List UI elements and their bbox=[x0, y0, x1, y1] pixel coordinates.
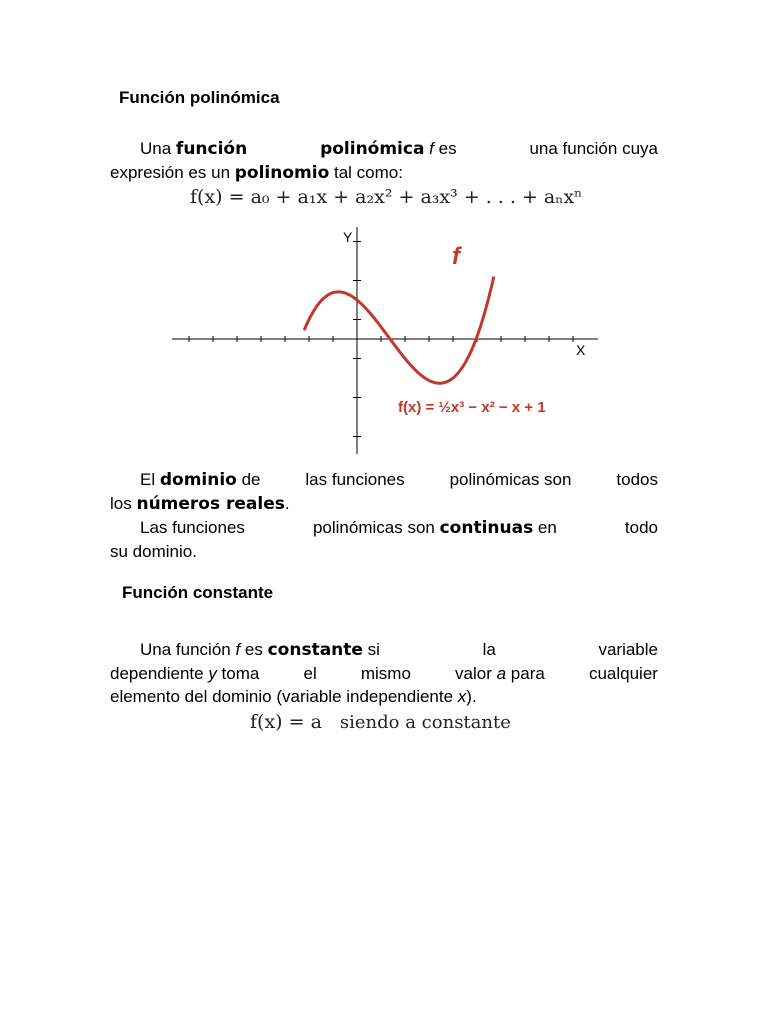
continuity-line-2 bbox=[110, 540, 658, 563]
intro-text: es bbox=[433, 139, 457, 158]
constant-text: la bbox=[482, 640, 496, 659]
domain-text: todos bbox=[616, 470, 658, 489]
bold-term-continuas: continuas bbox=[439, 518, 534, 538]
constant-text: elemento del dominio (variable independiente bbox=[110, 687, 458, 706]
intro-text: expresión es un bbox=[110, 163, 235, 182]
continuity-text: en bbox=[533, 518, 557, 537]
constant-text: el bbox=[303, 664, 317, 683]
y-axis-label: Y bbox=[343, 229, 353, 245]
continuity-line-1 bbox=[110, 516, 658, 540]
intro-line-2 bbox=[110, 161, 658, 185]
heading-funcion-polinomica: Función polinómica bbox=[119, 88, 280, 107]
domain-text: de bbox=[236, 470, 261, 489]
domain-paragraph bbox=[110, 468, 658, 563]
domain-text: las funciones bbox=[305, 470, 405, 489]
italic-a: a bbox=[496, 664, 507, 683]
constant-formula-rhs: siendo a constante bbox=[339, 712, 511, 733]
bold-term-funcion: función bbox=[175, 139, 248, 159]
constant-line-2 bbox=[110, 662, 658, 685]
curve-label-f: f bbox=[452, 243, 460, 270]
constant-line-3 bbox=[110, 685, 658, 708]
constant-line-1 bbox=[110, 638, 658, 662]
curve-f bbox=[304, 277, 494, 384]
continuity-text: Las funciones bbox=[140, 518, 245, 537]
x-axis-label: X bbox=[576, 342, 586, 358]
domain-text: . bbox=[284, 494, 290, 513]
constant-paragraph bbox=[110, 638, 658, 708]
constant-text: toma bbox=[216, 664, 260, 683]
bold-term-dominio: dominio bbox=[159, 470, 237, 490]
domain-text: polinómicas son bbox=[449, 470, 572, 489]
heading-funcion-constante: Función constante bbox=[122, 583, 274, 602]
constant-text: para bbox=[506, 664, 545, 683]
continuity-text: todo bbox=[624, 518, 658, 537]
intro-paragraph bbox=[110, 137, 658, 185]
constant-text: Una función bbox=[140, 640, 236, 659]
constant-text: ). bbox=[466, 687, 477, 706]
curve-formula-label: f(x) = ½x³ − x² − x + 1 bbox=[398, 399, 546, 416]
italic-f: f bbox=[429, 139, 434, 158]
italic-f: f bbox=[235, 640, 241, 659]
constant-text: variable bbox=[598, 640, 658, 659]
constant-text: dependiente bbox=[110, 664, 209, 683]
intro-text: tal como: bbox=[329, 163, 403, 182]
continuity-text: polinómicas son bbox=[312, 518, 440, 537]
constant-text: es bbox=[240, 640, 268, 659]
constant-text: mismo bbox=[360, 664, 411, 683]
intro-text: Una bbox=[140, 139, 176, 158]
continuity-text: su dominio. bbox=[110, 542, 197, 561]
bold-term-polinomica: polinómica bbox=[320, 139, 425, 159]
italic-y: y bbox=[208, 664, 217, 683]
bold-term-polinomio: polinomio bbox=[234, 163, 330, 183]
constant-formula bbox=[250, 711, 511, 733]
bold-term-numeros-reales: números reales bbox=[136, 494, 285, 514]
domain-text: El bbox=[140, 470, 160, 489]
axes bbox=[172, 227, 598, 454]
constant-text: si bbox=[362, 640, 380, 659]
polynomial-graph bbox=[0, 222, 768, 472]
bold-term-constante: constante bbox=[267, 640, 363, 660]
constant-formula-lhs: f(x) = a bbox=[250, 711, 322, 733]
constant-text: cualquier bbox=[588, 664, 658, 683]
domain-text: los bbox=[110, 494, 137, 513]
constant-text: valor bbox=[455, 664, 497, 683]
polynomial-formula: f(x) = a₀ + a₁x + a₂x² + a₃x³ + . . . + aₙxⁿ bbox=[190, 186, 583, 208]
italic-x: x bbox=[457, 687, 467, 706]
intro-line-1 bbox=[110, 137, 658, 161]
domain-line-1 bbox=[110, 468, 658, 492]
domain-line-2 bbox=[110, 492, 658, 516]
intro-text: una función cuya bbox=[529, 139, 658, 158]
